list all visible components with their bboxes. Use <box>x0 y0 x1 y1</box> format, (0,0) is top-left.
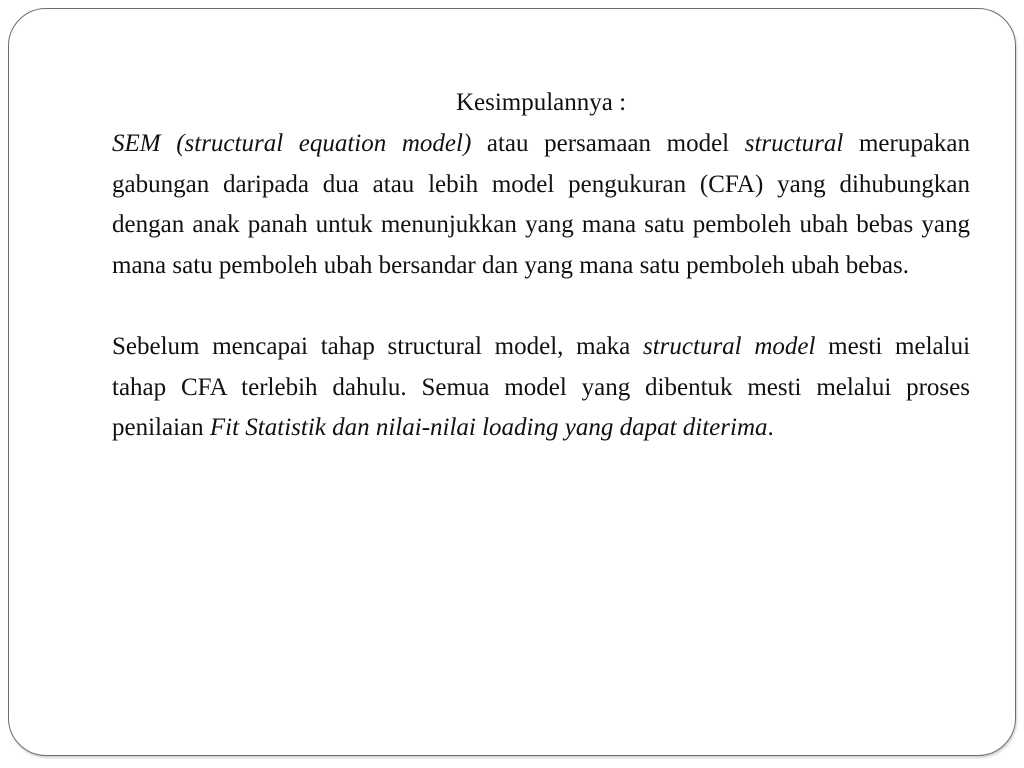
paragraph2-text-c: . <box>767 414 774 441</box>
paragraph-cfa-requirement <box>112 327 970 449</box>
fit-statistik-term: Fit Statistik dan nilai-nilai loading yang dapat diterima <box>209 414 768 441</box>
structural-term: structural <box>744 130 844 157</box>
slide-heading: Kesimpulannya : <box>455 89 627 116</box>
paragraph1-text-b: merupakan gabungan daripada dua atau lebih model pengukuran (CFA) yang dihubungkan dengan anak panah untuk menunjukkan yang mana satu pemboleh ubah bebas yang mana satu pemboleh ubah bersandar dan yang mana satu pemboleh ubah bebas. <box>112 130 971 279</box>
paragraph2-text-a: Sebelum mencapai tahap structural model, maka <box>112 333 643 360</box>
sem-term: SEM (structural equation model) <box>112 130 472 157</box>
paragraph2-text-b: mesti melalui tahap CFA terlebih dahulu. Semua model yang dibentuk mesti melalui proses penilaian <box>112 333 971 441</box>
slide-content <box>112 84 970 449</box>
structural-model-term: structural model <box>643 333 816 360</box>
paragraph1-text-a: atau persamaan model <box>471 130 745 157</box>
paragraph-sem-definition <box>112 124 970 286</box>
